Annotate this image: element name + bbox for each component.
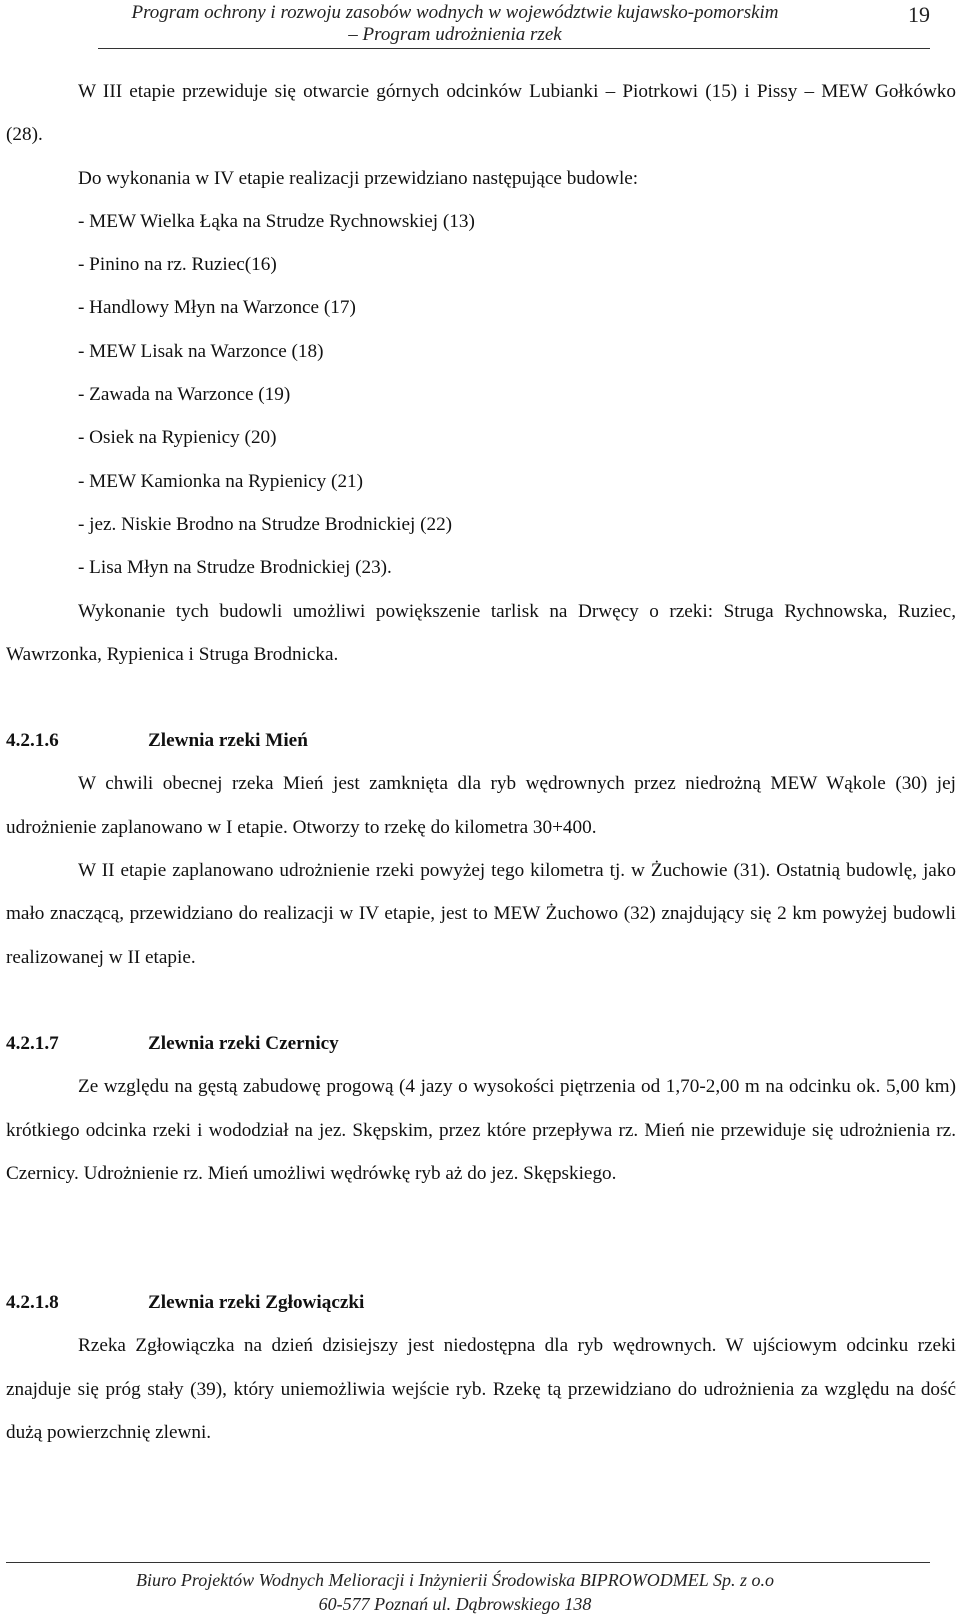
paragraph-spawning-grounds: Wykonanie tych budowli umożliwi powiększenie tarlisk na Drwęcy o rzeki: Struga Rychnowska, Ruziec, Wawrzonka, Rypienica i Struga Brodnicka. — [6, 600, 956, 665]
section-title: Zlewnia rzeki Mień — [148, 730, 308, 752]
list-item: - Osiek na Rypienicy (20) — [78, 427, 277, 449]
page-number: 19 — [908, 2, 930, 27]
section-czernica — [6, 1022, 956, 1195]
list-item: - Lisa Młyn na Strudze Brodnickiej (23). — [78, 557, 392, 579]
section-zglowiaczka — [6, 1281, 956, 1454]
header-title: Program ochrony i rozwoju zasobów wodnych w województwie kujawsko-pomorskim — [131, 2, 779, 23]
structures-list — [6, 200, 956, 590]
section-heading — [6, 1022, 956, 1065]
paragraph-stage-3: W III etapie przewiduje się otwarcie górnych odcinków Lubianki – Piotrkowi (15) i Pissy – MEW Gołkówko (28). — [6, 81, 956, 146]
section-title: Zlewnia rzeki Zgłowiączki — [148, 1292, 365, 1314]
section-paragraph: W II etapie zaplanowano udrożnienie rzeki powyżej tego kilometra tj. w Żuchowie (31). Ostatnią budowlę, jako mało znaczącą, przewidziano do realizacji w IV etapie, jest to MEW Żuchowo (32) znajdujący się 2 km powyżej budowli realizowanej w II etapie. — [6, 860, 956, 968]
section-paragraph: Rzeka Zgłowiączka na dzień dzisiejszy jest niedostępna dla ryb wędrownych. W ujściowym odcinku rzeki znajduje się próg stały (39), który uniemożliwia wejście ryb. Rzekę tą przewidziano do udrożnienia za względu na dość dużą powierzchnię zlewni. — [6, 1335, 956, 1444]
list-item: - MEW Wielka Łąka na Strudze Rychnowskiej (13) — [78, 210, 475, 232]
list-item: - jez. Niskie Brodno na Strudze Brodnickiej (22) — [78, 513, 453, 535]
header-subtitle: – Program udrożnienia rzek — [348, 24, 562, 45]
list-item: - MEW Lisak na Warzonce (18) — [78, 340, 324, 362]
section-mien — [6, 719, 956, 979]
footer-company: Biuro Projektów Wodnych Melioracji i Inżynierii Środowiska BIPROWODMEL Sp. z o.o — [136, 1570, 774, 1590]
paragraph-stage-4-intro: Do wykonania w IV etapie realizacji przewidziano następujące budowle: — [78, 167, 639, 189]
section-heading — [6, 1281, 956, 1324]
footer-address: 60-577 Poznań ul. Dąbrowskiego 138 — [318, 1594, 592, 1614]
list-item: - Zawada na Warzonce (19) — [78, 384, 291, 406]
section-number: 4.2.1.8 — [6, 1292, 59, 1314]
footer-divider — [6, 1562, 930, 1563]
list-item: - Handlowy Młyn na Warzonce (17) — [78, 297, 356, 319]
list-item: - MEW Kamionka na Rypienicy (21) — [78, 470, 364, 492]
section-heading — [6, 719, 956, 762]
section-paragraph: Ze względu na gęstą zabudowę progową (4 jazy o wysokości piętrzenia od 1,70-2,00 m na odcinku ok. 5,00 km) krótkiego odcinka rzeki i wododział na jez. Skępskim, przez które przepływa rz. Mień nie przewiduje się udrożnienia rz. Czernicy. Udrożnienie rz. Mień umożliwi wędrówkę ryb aż do jez. Skępskiego. — [6, 1076, 956, 1184]
list-item: - Pinino na rz. Ruziec(16) — [78, 254, 277, 276]
document-body — [6, 70, 956, 1454]
section-paragraph: W chwili obecnej rzeka Mień jest zamknięta dla ryb wędrownych przez niedrożną MEW Wąkole (30) jej udrożnienie zaplanowano w I etapie. Otworzy to rzekę do kilometra 30+400. — [6, 773, 956, 838]
header-divider — [98, 48, 930, 49]
section-number: 4.2.1.7 — [6, 1032, 59, 1054]
section-title: Zlewnia rzeki Czernicy — [148, 1032, 339, 1054]
section-number: 4.2.1.6 — [6, 730, 59, 752]
page-header — [0, 0, 960, 50]
